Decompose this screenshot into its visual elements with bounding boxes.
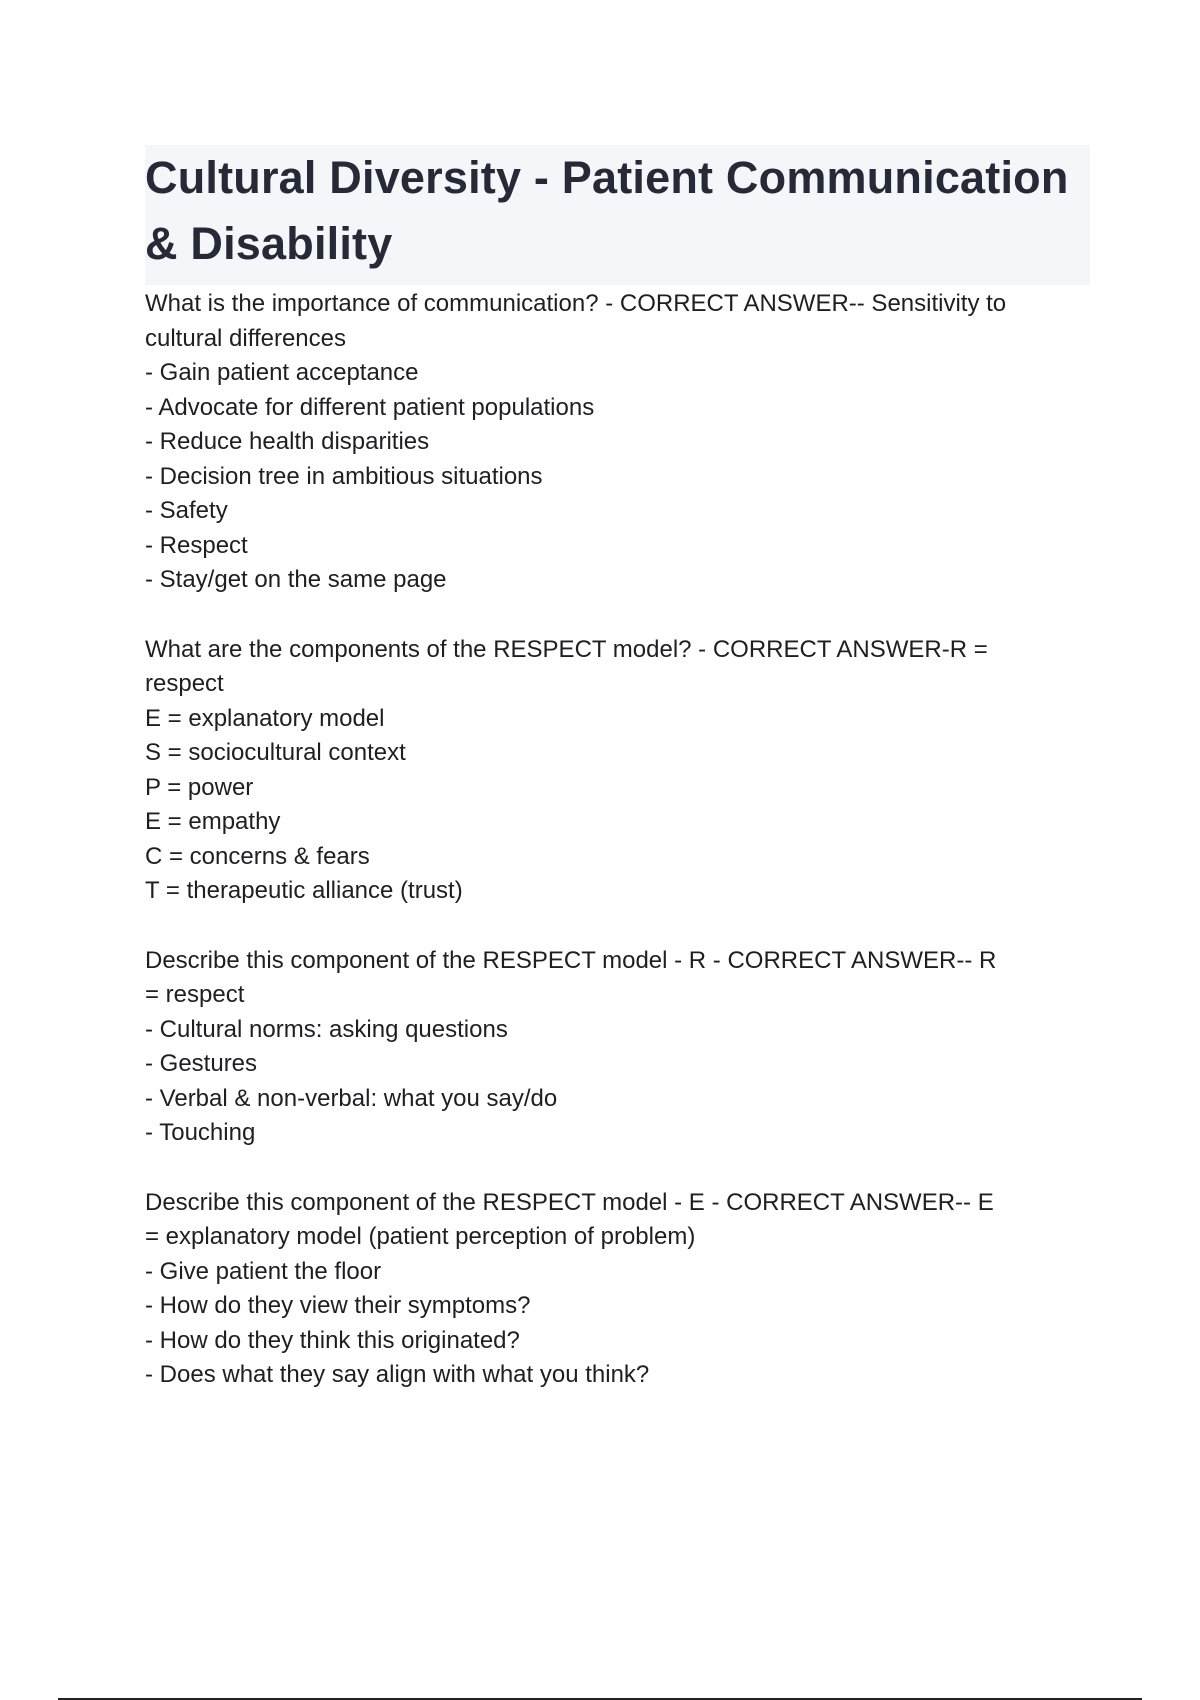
answer-line: = respect — [145, 981, 245, 1008]
answer-line: - Reduce health disparities — [145, 428, 430, 455]
answer-line: T = therapeutic alliance (trust) — [145, 877, 463, 904]
qa-entry — [145, 944, 1090, 1151]
answer-line: - Advocate for different patient populations — [145, 393, 595, 421]
qa-entry — [145, 287, 1090, 598]
answer-line: - Stay/get on the same page — [145, 566, 447, 593]
qa-list — [145, 287, 1090, 1393]
answer-line: - How do they view their symptoms? — [145, 1292, 531, 1319]
answer-line: - Respect — [145, 531, 248, 559]
answer-line: - Gain patient acceptance — [145, 359, 419, 386]
question-line: What is the importance of communication? - CORRECT ANSWER-- Sensitivity to — [145, 290, 1007, 317]
qa-entry — [145, 1186, 1090, 1393]
answer-line: - Gestures — [145, 1050, 258, 1077]
document-title: Cultural Diversity - Patient Communication & Disability — [145, 152, 1069, 269]
question-line: Describe this component of the RESPECT model - E - CORRECT ANSWER-- E — [145, 1188, 994, 1216]
answer-line: P = power — [145, 773, 254, 801]
document-page — [145, 145, 1090, 1428]
answer-line: respect — [145, 670, 224, 697]
question-line: Describe this component of the RESPECT model - R - CORRECT ANSWER-- R — [145, 946, 997, 974]
answer-line: - Decision tree in ambitious situations — [145, 462, 543, 490]
answer-line: = explanatory model (patient perception of problem) — [145, 1223, 696, 1250]
answer-line: - Give patient the floor — [145, 1257, 382, 1285]
answer-line: S = sociocultural context — [145, 739, 406, 766]
answer-line: - Verbal & non-verbal: what you say/do — [145, 1084, 558, 1112]
answer-line: E = empathy — [145, 808, 281, 835]
answer-line: - Does what they say align with what you think? — [145, 1361, 650, 1388]
title-block — [145, 145, 1090, 285]
answer-line: - Touching — [145, 1119, 256, 1146]
answer-line: - Safety — [145, 497, 228, 524]
question-line: What are the components of the RESPECT model? - CORRECT ANSWER-R = — [145, 635, 988, 663]
answer-line: cultural differences — [145, 324, 346, 352]
answer-line: - How do they think this originated? — [145, 1326, 520, 1354]
answer-line: - Cultural norms: asking questions — [145, 1015, 508, 1043]
qa-entry — [145, 633, 1090, 909]
answer-line: C = concerns & fears — [145, 842, 370, 870]
answer-line: E = explanatory model — [145, 704, 385, 732]
